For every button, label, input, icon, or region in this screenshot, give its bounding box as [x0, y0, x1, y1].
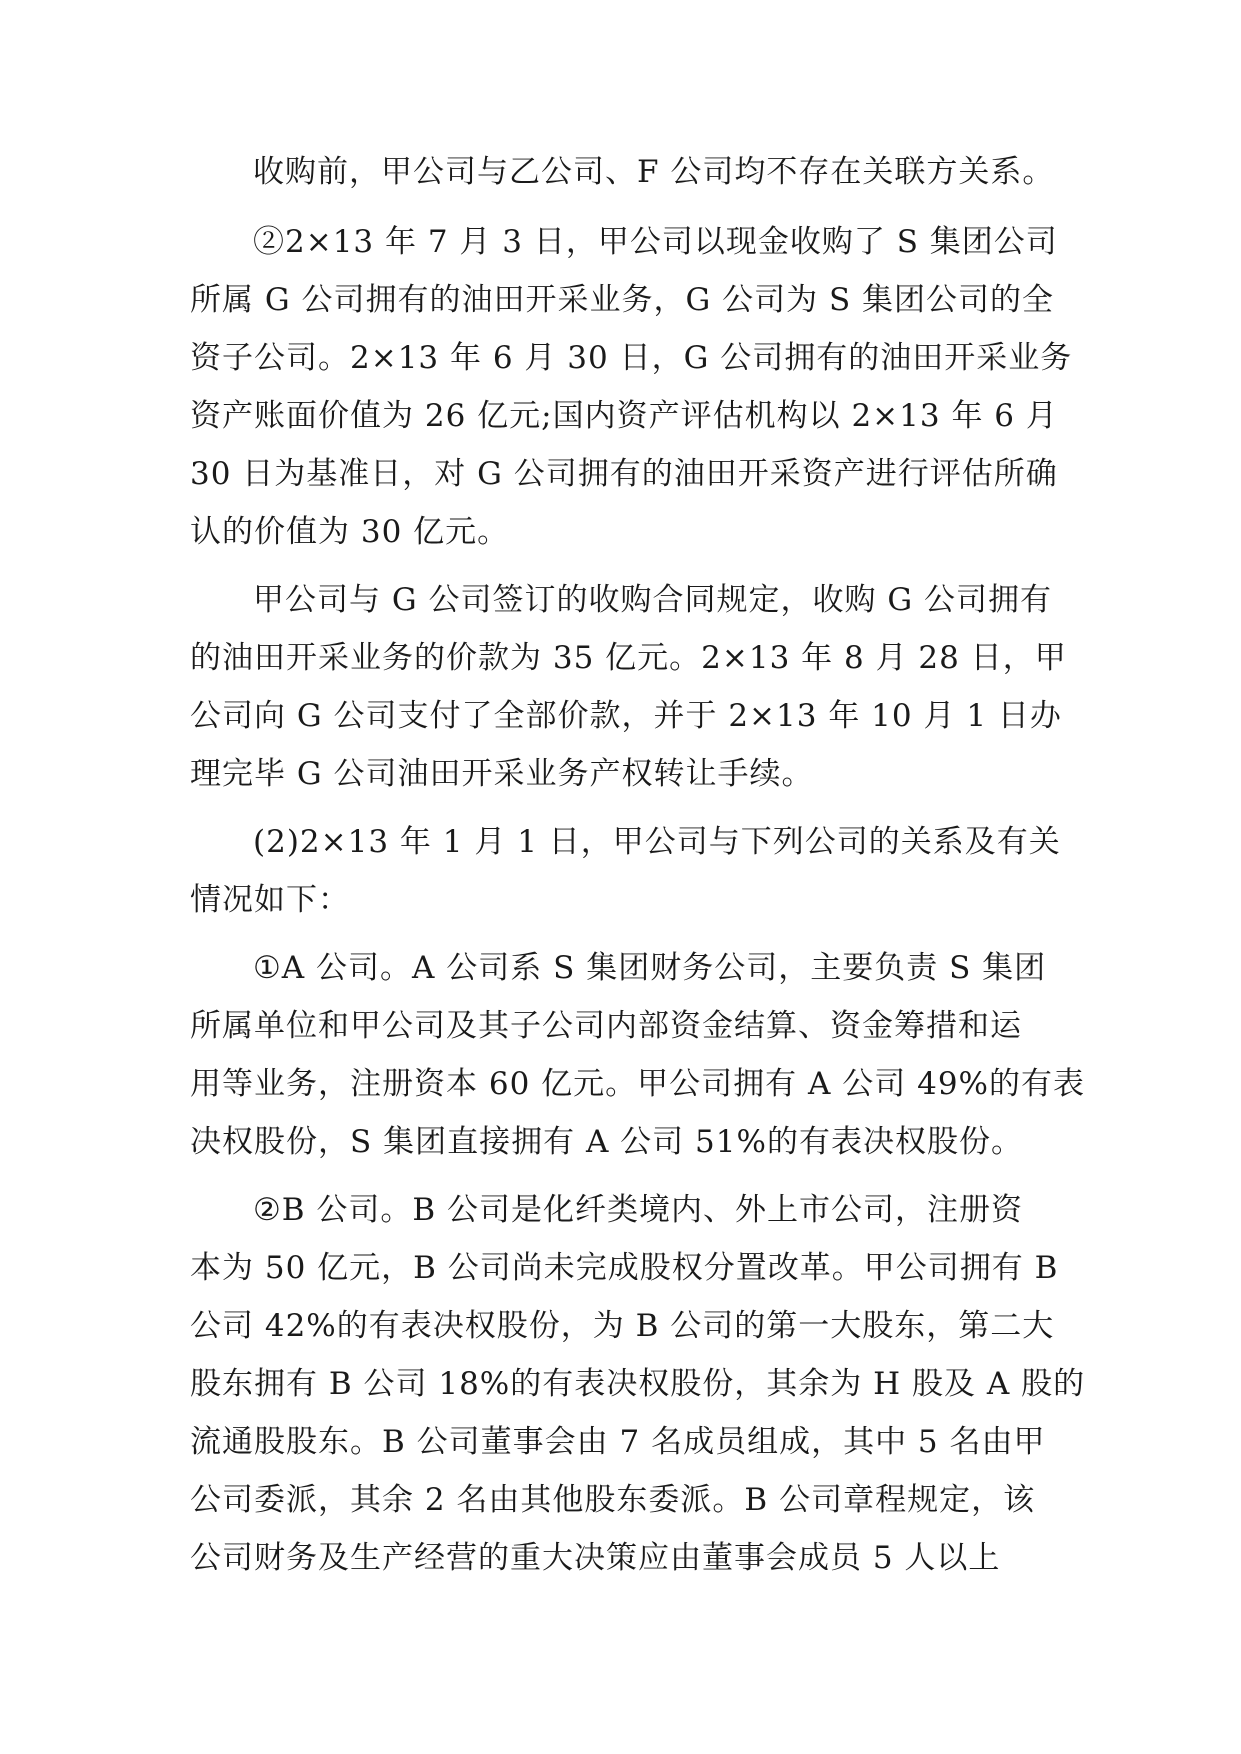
text-line: 本为 50 亿元，B 公司尚未完成股权分置改革。甲公司拥有 B	[190, 1250, 1059, 1286]
text-line: ①A 公司。A 公司系 S 集团财务公司，主要负责 S 集团	[253, 950, 1047, 986]
text-line: 公司委派，其余 2 名由其他股东委派。B 公司章程规定，该	[190, 1482, 1036, 1518]
text-line: 的油田开采业务的价款为 35 亿元。2×13 年 8 月 28 日，甲	[190, 640, 1067, 676]
text-line: 用等业务，注册资本 60 亿元。甲公司拥有 A 公司 49%的有表	[190, 1066, 1086, 1102]
text-line: ②B 公司。B 公司是化纤类境内、外上市公司，注册资	[253, 1192, 1024, 1228]
text-line: 理完毕 G 公司油田开采业务产权转让手续。	[190, 756, 814, 792]
text-line: 认的价值为 30 亿元。	[190, 514, 510, 550]
text-line: (2)2×13 年 1 月 1 日，甲公司与下列公司的关系及有关	[253, 824, 1061, 860]
text-line: 公司财务及生产经营的重大决策应由董事会成员 5 人以上	[190, 1540, 1001, 1576]
text-line: 公司 42%的有表决权股份，为 B 公司的第一大股东，第二大	[190, 1308, 1055, 1344]
text-line: 公司向 G 公司支付了全部价款，并于 2×13 年 10 月 1 日办	[190, 698, 1062, 734]
text-line: 甲公司与 G 公司签订的收购合同规定，收购 G 公司拥有	[253, 582, 1052, 618]
text-line: 收购前，甲公司与乙公司、F 公司均不存在关联方关系。	[253, 154, 1055, 190]
text-line: 30 日为基准日，对 G 公司拥有的油田开采资产进行评估所确	[190, 456, 1058, 492]
text-line: 资子公司。2×13 年 6 月 30 日，G 公司拥有的油田开采业务	[190, 340, 1073, 376]
text-line: 资产账面价值为 26 亿元;国内资产评估机构以 2×13 年 6 月	[190, 398, 1058, 434]
text-line: 所属 G 公司拥有的油田开采业务，G 公司为 S 集团公司的全	[190, 282, 1055, 318]
text-line: 决权股份，S 集团直接拥有 A 公司 51%的有表决权股份。	[190, 1124, 1023, 1160]
text-line: 所属单位和甲公司及其子公司内部资金结算、资金筹措和运	[190, 1008, 1022, 1044]
text-line: 股东拥有 B 公司 18%的有表决权股份，其余为 H 股及 A 股的	[190, 1366, 1086, 1402]
text-line: ②2×13 年 7 月 3 日，甲公司以现金收购了 S 集团公司	[253, 224, 1058, 260]
text-line: 情况如下：	[190, 882, 350, 918]
text-line: 流通股股东。B 公司董事会由 7 名成员组成，其中 5 名由甲	[190, 1424, 1046, 1460]
